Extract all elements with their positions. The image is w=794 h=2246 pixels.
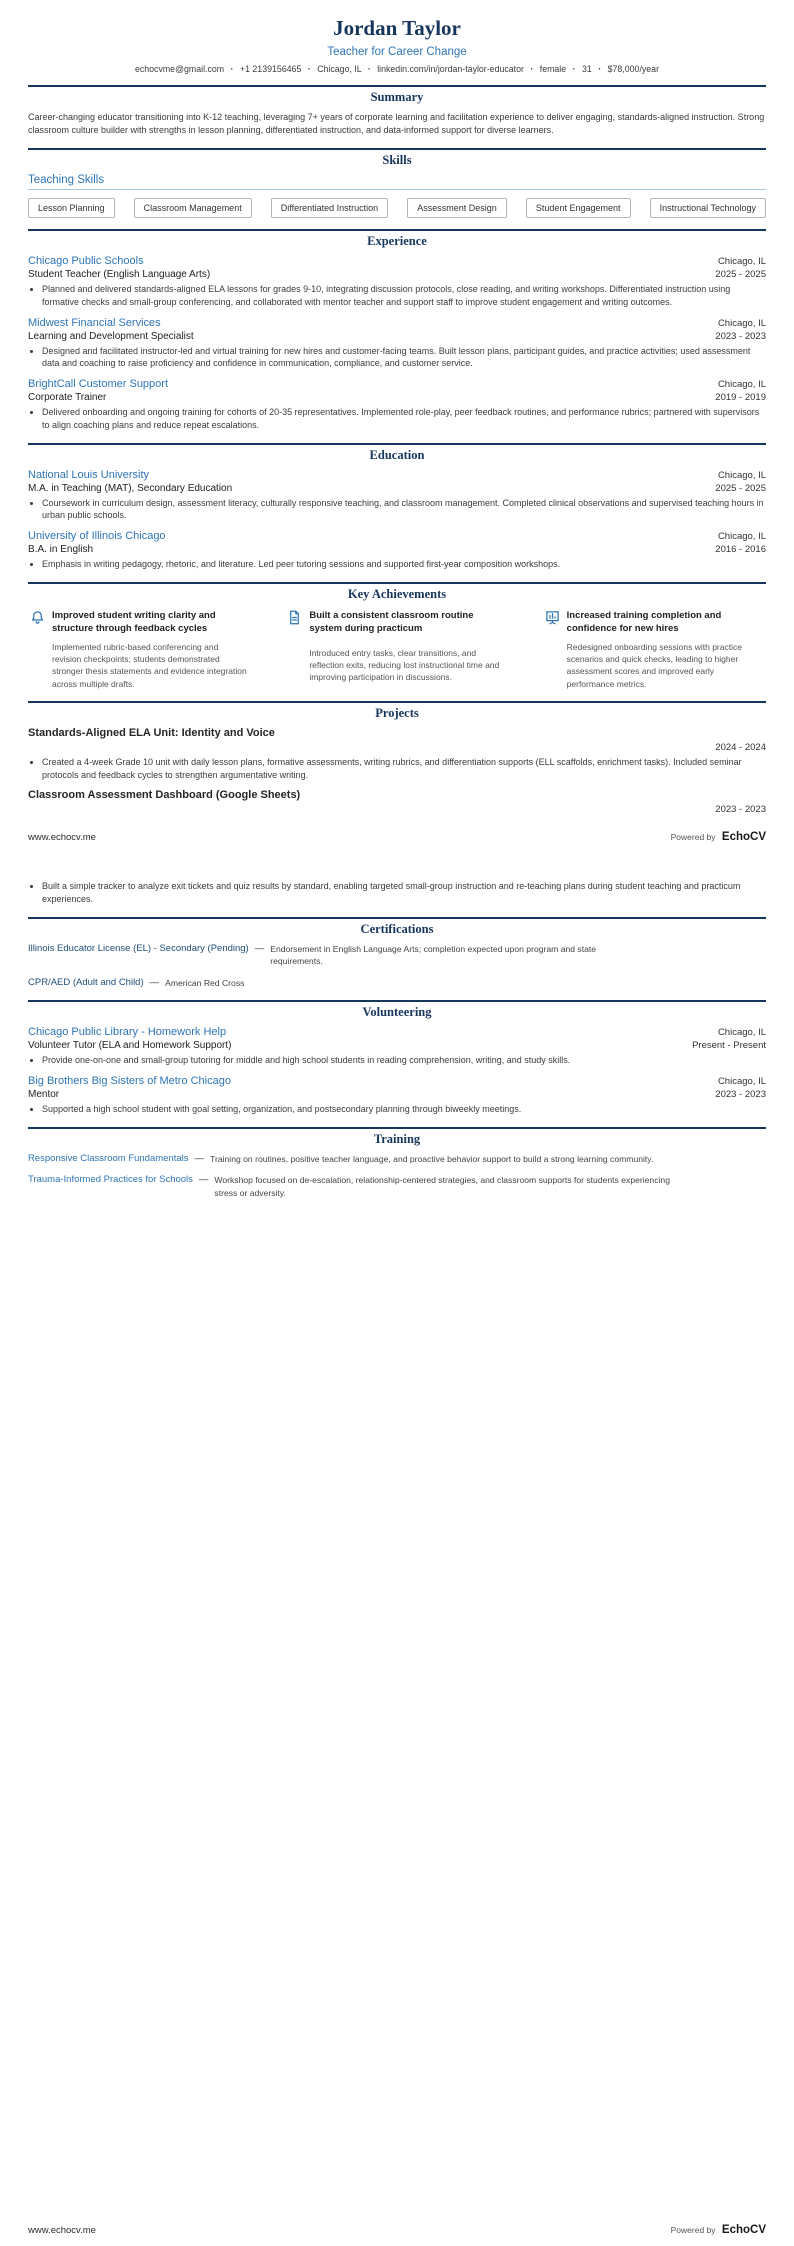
volunteer-dates: 2023 - 2023: [715, 1089, 766, 1101]
volunteer-dates: Present - Present: [692, 1040, 766, 1052]
achievement-title: Improved student writing clarity and structure through feedback cycles: [52, 609, 216, 634]
training-name: Responsive Classroom Fundamentals: [28, 1152, 189, 1164]
skill-chip: Classroom Management: [134, 198, 252, 218]
achievement-item: [287, 610, 506, 690]
contact-location: Chicago, IL: [317, 64, 362, 74]
bullet-item: • Provide one-on-one and small-group tutoring for middle and high school students in reading comprehension, writing, and study skills.: [42, 1054, 766, 1067]
job-dates: 2025 - 2025: [715, 269, 766, 281]
degree-title: M.A. in Teaching (MAT), Secondary Education: [28, 482, 233, 494]
echocv-brand-link[interactable]: EchoCV: [721, 2224, 766, 2236]
company-name: Chicago Public Schools: [28, 255, 144, 268]
school-name: University of Illinois Chicago: [28, 530, 166, 543]
bullet-item: • Coursework in curriculum design, assessment literacy, culturally responsive teaching, and classroom management. Completed clinical observations and supervised teaching hours in urban public schools.: [42, 497, 766, 523]
contact-email[interactable]: echocvme@gmail.com: [134, 64, 225, 74]
contact-age: 31: [582, 64, 592, 74]
training-name: Trauma-Informed Practices for Schools: [28, 1174, 193, 1186]
volunteer-org: Chicago Public Library - Homework Help: [28, 1026, 227, 1039]
project-bullet-continued: [28, 880, 766, 906]
volunteer-location: Chicago, IL: [717, 1076, 766, 1088]
volunteer-location: Chicago, IL: [717, 1027, 766, 1039]
bullet-item: • Supported a high school student with goal setting, organization, and postsecondary planning through biweekly meetings.: [42, 1103, 766, 1116]
section-heading-certifications: Certifications: [28, 917, 766, 937]
company-location: Chicago, IL: [717, 317, 766, 329]
achievement-title: Built a consistent classroom routine system during practicum: [309, 609, 474, 634]
degree-dates: 2025 - 2025: [715, 482, 766, 494]
achievement-item: [30, 610, 249, 690]
contact-salary: $78,000/year: [607, 64, 659, 74]
achievements-grid: [28, 608, 766, 690]
achievement-desc: Introduced entry tasks, clear transitions, and reflection exits, reducing lost instructional time and improving participation in discussions.: [309, 647, 500, 683]
contact-phone: +1 2139156465: [239, 64, 302, 74]
experience-entry: [28, 378, 766, 432]
summary-text: Career-changing educator transitioning into K-12 teaching, leveraging 7+ years of corporate learning and facilitation experience to deliver engaging, standards-aligned instruction. Strong classroom culture builder with strengths in lesson planning, differentiated instruction, and data-informed support for diverse learners.: [28, 112, 765, 136]
section-heading-key-achievements: Key Achievements: [28, 582, 766, 602]
volunteer-org: Big Brothers Big Sisters of Metro Chicago: [28, 1075, 231, 1088]
page2-footer: [28, 2224, 766, 2236]
separator-dash: —: [254, 942, 265, 954]
bullet-item: • Created a 4-week Grade 10 unit with daily lesson plans, formative assessments, writing rubrics, and differentiation supports (ELL scaffolds, enrichment tasks). Included seminar protocols and feedback cycles to strengthen argumentative writing.: [42, 756, 766, 782]
contact-gender: female: [539, 64, 567, 74]
footer-site-link[interactable]: www.echocv.me: [28, 832, 96, 844]
separator-dot: ·: [598, 64, 602, 74]
contact-linkedin[interactable]: linkedin.com/in/jordan-taylor-educator: [377, 64, 524, 74]
school-location: Chicago, IL: [717, 531, 766, 543]
bell-icon: [30, 610, 45, 625]
certification-entry: [28, 943, 766, 968]
separator-dot: ·: [307, 64, 311, 74]
separator-dot: ·: [572, 64, 576, 74]
section-key-achievements: [28, 582, 766, 690]
separator-dash: —: [198, 1174, 209, 1186]
section-heading-summary: Summary: [28, 85, 766, 105]
section-heading-projects: Projects: [28, 701, 766, 721]
achievement-title: Increased training completion and confidence for new hires: [566, 609, 722, 634]
experience-entry: [28, 317, 766, 371]
skills-chip-row: [28, 198, 766, 218]
project-entry: [28, 789, 766, 815]
section-skills: [28, 148, 766, 218]
certification-name: Illinois Educator License (EL) - Secondary (Pending): [28, 942, 249, 954]
echocv-brand-link[interactable]: EchoCV: [721, 831, 766, 844]
section-heading-training: Training: [28, 1127, 766, 1147]
degree-dates: 2016 - 2016: [715, 544, 766, 556]
education-entry: [28, 530, 766, 571]
person-title: Teacher for Career Change: [327, 46, 467, 58]
project-title: Standards-Aligned ELA Unit: Identity and Voice: [28, 726, 275, 739]
separator-dash: —: [149, 976, 160, 988]
experience-entry: [28, 255, 766, 309]
job-title: Learning and Development Specialist: [28, 330, 194, 342]
separator-dot: ·: [530, 64, 534, 74]
certification-desc: Endorsement in English Language Arts; completion expected upon program and state requirements.: [270, 943, 597, 967]
volunteer-role: Mentor: [28, 1089, 60, 1101]
certification-entry: [28, 977, 766, 989]
bullet-item: • Designed and facilitated instructor-led and virtual training for new hires and customer-facing teams. Built lesson plans, participant guides, and practice activities; used assessment data and coaching to raise proficiency and confidence in communication, compliance, and customer service.: [42, 345, 766, 371]
section-experience: [28, 229, 766, 432]
footer-powered: [671, 831, 766, 843]
training-entry: [28, 1153, 766, 1165]
resume-header: [28, 16, 766, 74]
company-name: Midwest Financial Services: [28, 316, 161, 329]
training-desc: Workshop focused on de-escalation, relationship-centered strategies, and classroom supports for students experiencing stress or adversity.: [214, 1175, 670, 1198]
volunteering-entry: [28, 1075, 766, 1116]
education-entry: [28, 469, 766, 523]
section-summary: [28, 85, 766, 137]
school-location: Chicago, IL: [717, 469, 766, 481]
footer-site-link[interactable]: www.echocv.me: [28, 2225, 96, 2236]
separator-dot: ·: [367, 64, 371, 74]
section-education: [28, 443, 766, 571]
achievement-desc: Redesigned onboarding sessions with practice scenarios and quick checks, leading to higher assessment scores and improved early performance metrics.: [566, 641, 742, 689]
training-desc: Training on routines, positive teacher language, and proactive behavior support to build a strong learning community.: [210, 1153, 654, 1164]
bullet-item: • Planned and delivered standards-aligned ELA lessons for grades 9-10, integrating discussion protocols, close reading, and writing workshops. Differentiated instruction using formative checks and small-group conferencing, and collaborated with mentor teacher and support staff to improve student engagement and writing outcomes.: [42, 283, 766, 309]
section-heading-education: Education: [28, 443, 766, 463]
project-dates: 2024 - 2024: [715, 741, 766, 753]
section-heading-skills: Skills: [28, 148, 766, 168]
bullet-item: • Built a simple tracker to analyze exit tickets and quiz results by standard, enabling targeted small-group instruction and re-teaching plans during student teaching and practicum experiences.: [42, 880, 766, 906]
section-volunteering: [28, 1000, 766, 1116]
section-heading-experience: Experience: [28, 229, 766, 249]
skill-chip: Differentiated Instruction: [271, 198, 388, 218]
achievement-item: [545, 610, 764, 690]
person-name: Jordan Taylor: [333, 16, 461, 40]
achievement-desc: Implemented rubric-based conferencing and revision checkpoints; students demonstrated stronger thesis statements and evidence integration across multiple drafts.: [52, 641, 247, 689]
skill-chip: Assessment Design: [407, 198, 507, 218]
volunteer-role: Volunteer Tutor (ELA and Homework Support): [28, 1040, 232, 1052]
footer-powered: [671, 2224, 766, 2236]
certification-desc: American Red Cross: [165, 977, 245, 988]
page1-footer: [28, 831, 766, 843]
volunteering-entry: [28, 1026, 766, 1067]
section-heading-volunteering: Volunteering: [28, 1000, 766, 1020]
skill-chip: Instructional Technology: [650, 198, 766, 218]
section-certifications: [28, 917, 766, 989]
skills-group-title: Teaching Skills: [28, 174, 766, 190]
training-entry: [28, 1174, 766, 1199]
job-dates: 2019 - 2019: [715, 392, 766, 404]
bar-chart-icon: [545, 610, 560, 625]
contact-line: [28, 64, 766, 74]
company-location: Chicago, IL: [717, 379, 766, 391]
company-name: BrightCall Customer Support: [28, 378, 169, 391]
page-break-gap: [28, 843, 766, 877]
section-projects: [28, 701, 766, 816]
bullet-item: • Emphasis in writing pedagogy, rhetoric, and literature. Led peer tutoring sessions and supported first-year composition workshops.: [42, 558, 766, 571]
file-icon: [287, 610, 302, 625]
certification-name: CPR/AED (Adult and Child): [28, 976, 144, 988]
job-title: Corporate Trainer: [28, 392, 107, 404]
footer-powered-label: Powered by: [670, 832, 716, 843]
footer-powered-label: Powered by: [670, 2225, 716, 2235]
company-location: Chicago, IL: [717, 256, 766, 268]
skill-chip: Lesson Planning: [28, 198, 115, 218]
school-name: National Louis University: [28, 468, 150, 481]
project-dates: 2023 - 2023: [715, 804, 766, 816]
separator-dot: ·: [230, 64, 234, 74]
separator-dash: —: [194, 1152, 205, 1164]
job-dates: 2023 - 2023: [715, 330, 766, 342]
degree-title: B.A. in English: [28, 544, 94, 556]
bullet-item: • Delivered onboarding and ongoing training for cohorts of 20-35 representatives. Implemented role-play, peer feedback routines, and performance rubrics; partnered with supervisors to align coaching plans and reduce repeat escalations.: [42, 406, 766, 432]
skill-chip: Student Engagement: [526, 198, 631, 218]
project-title: Classroom Assessment Dashboard (Google Sheets): [28, 789, 301, 802]
section-training: [28, 1127, 766, 1199]
project-entry: [28, 727, 766, 782]
job-title: Student Teacher (English Language Arts): [28, 269, 211, 281]
